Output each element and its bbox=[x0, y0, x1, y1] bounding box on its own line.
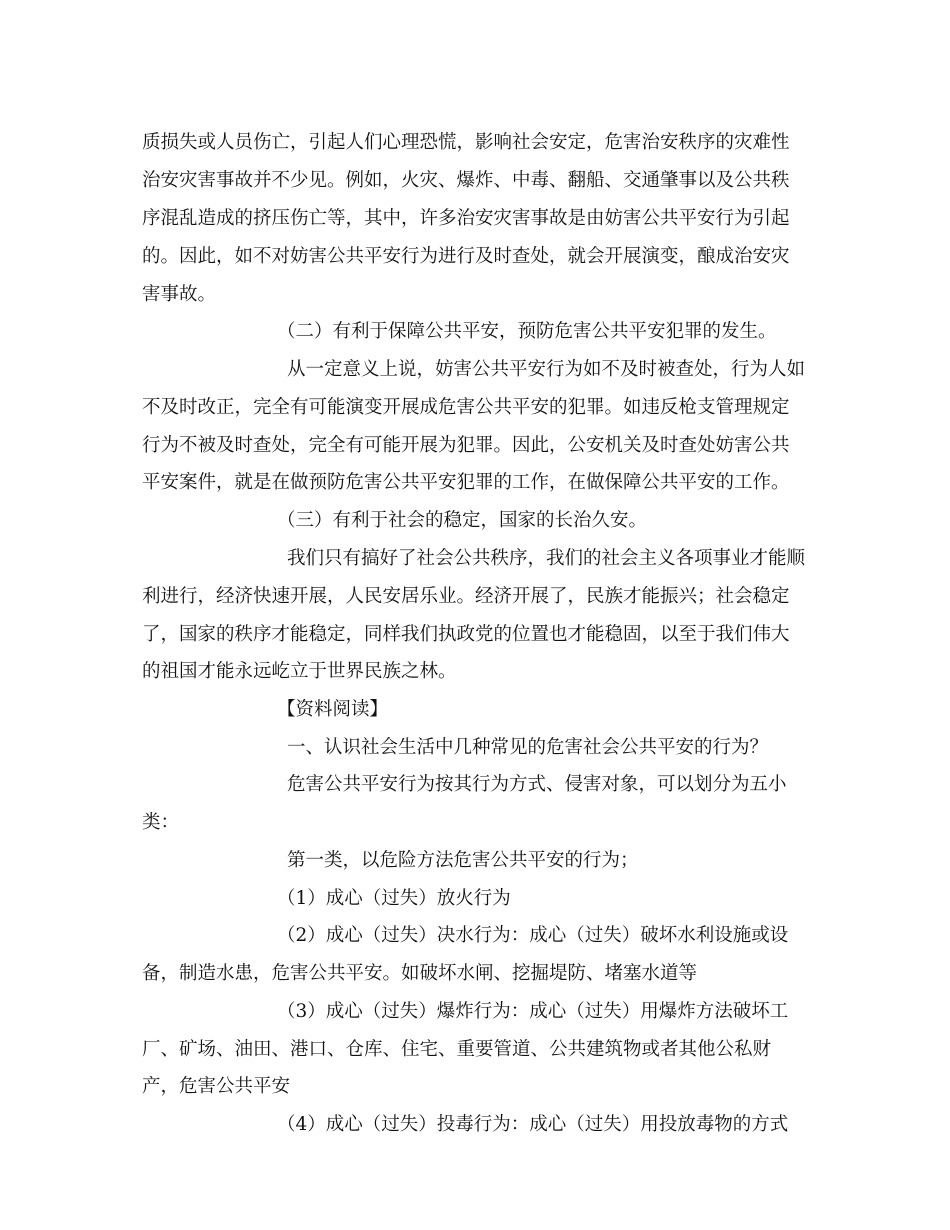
text-line: 害事故。 bbox=[142, 284, 217, 305]
section-heading: （三）有利于社会的稳定，国家的长治久安。 bbox=[277, 510, 648, 531]
text-line: 第一类，以危险方法危害公共平安的行为； bbox=[287, 850, 639, 871]
list-item: （4）成心（过失）投毒行为：成心（过失）用投放毒物的方式 bbox=[277, 1114, 789, 1135]
text-line: 序混乱造成的挤压伤亡等，其中，许多治安灾害事故是由妨害公共平安行为引起 bbox=[142, 208, 790, 229]
text-line: 平安案件，就是在做预防危害公共平安犯罪的工作，在做保障公共平安的工作。 bbox=[142, 472, 790, 493]
text-line: 危害公共平安行为按其行为方式、侵害对象，可以划分为五小 bbox=[287, 774, 787, 795]
text-line: 了，国家的秩序才能稳定，同样我们执政党的位置也才能稳固，以至于我们伟大 bbox=[142, 624, 790, 645]
section-heading: 【资料阅读】 bbox=[277, 699, 389, 720]
section-heading: （二）有利于保障公共平安，预防危害公共平安犯罪的发生。 bbox=[277, 321, 777, 342]
text-line: 行为不被及时查处，完全有可能开展为犯罪。因此，公安机关及时查处妨害公共 bbox=[142, 435, 790, 456]
text-line: 治安灾害事故并不少见。例如，火灾、爆炸、中毒、翻船、交通肇事以及公共秩 bbox=[142, 170, 790, 191]
text-line: 备，制造水患，危害公共平安。如破坏水闸、挖掘堤防、堵塞水道等 bbox=[142, 963, 698, 984]
text-line: 一、认识社会生活中几种常见的危害社会公共平安的行为？ bbox=[287, 737, 769, 758]
text-line: 我们只有搞好了社会公共秩序，我们的社会主义各项事业才能顺 bbox=[287, 548, 806, 569]
text-line: 产，危害公共平安 bbox=[142, 1076, 291, 1097]
text-line: 厂、矿场、油田、港口、仓库、住宅、重要管道、公共建筑物或者其他公私财 bbox=[142, 1039, 772, 1060]
text-line: 的。因此，如不对妨害公共平安行为进行及时查处，就会开展演变，酿成治安灾 bbox=[142, 246, 790, 267]
text-line: 不及时改正，完全有可能演变开展成危害公共平安的犯罪。如违反枪支管理规定 bbox=[142, 397, 790, 418]
text-line: 类： bbox=[142, 812, 180, 833]
list-item: （1）成心（过失）放火行为 bbox=[277, 888, 511, 909]
list-item: （3）成心（过失）爆炸行为：成心（过失）用爆炸方法破坏工 bbox=[277, 1001, 789, 1022]
text-line: 从一定意义上说，妨害公共平安行为如不及时被查处，行为人如 bbox=[287, 359, 806, 380]
list-item: （2）成心（过失）决水行为：成心（过失）破坏水利设施或设 bbox=[277, 925, 789, 946]
text-line: 的祖国才能永远屹立于世界民族之林。 bbox=[142, 661, 457, 682]
text-line: 质损失或人员伤亡，引起人们心理恐慌，影响社会安定，危害治安秩序的灾难性 bbox=[142, 132, 790, 153]
text-line: 利进行，经济快速开展，人民安居乐业。经济开展了，民族才能振兴；社会稳定 bbox=[142, 586, 790, 607]
